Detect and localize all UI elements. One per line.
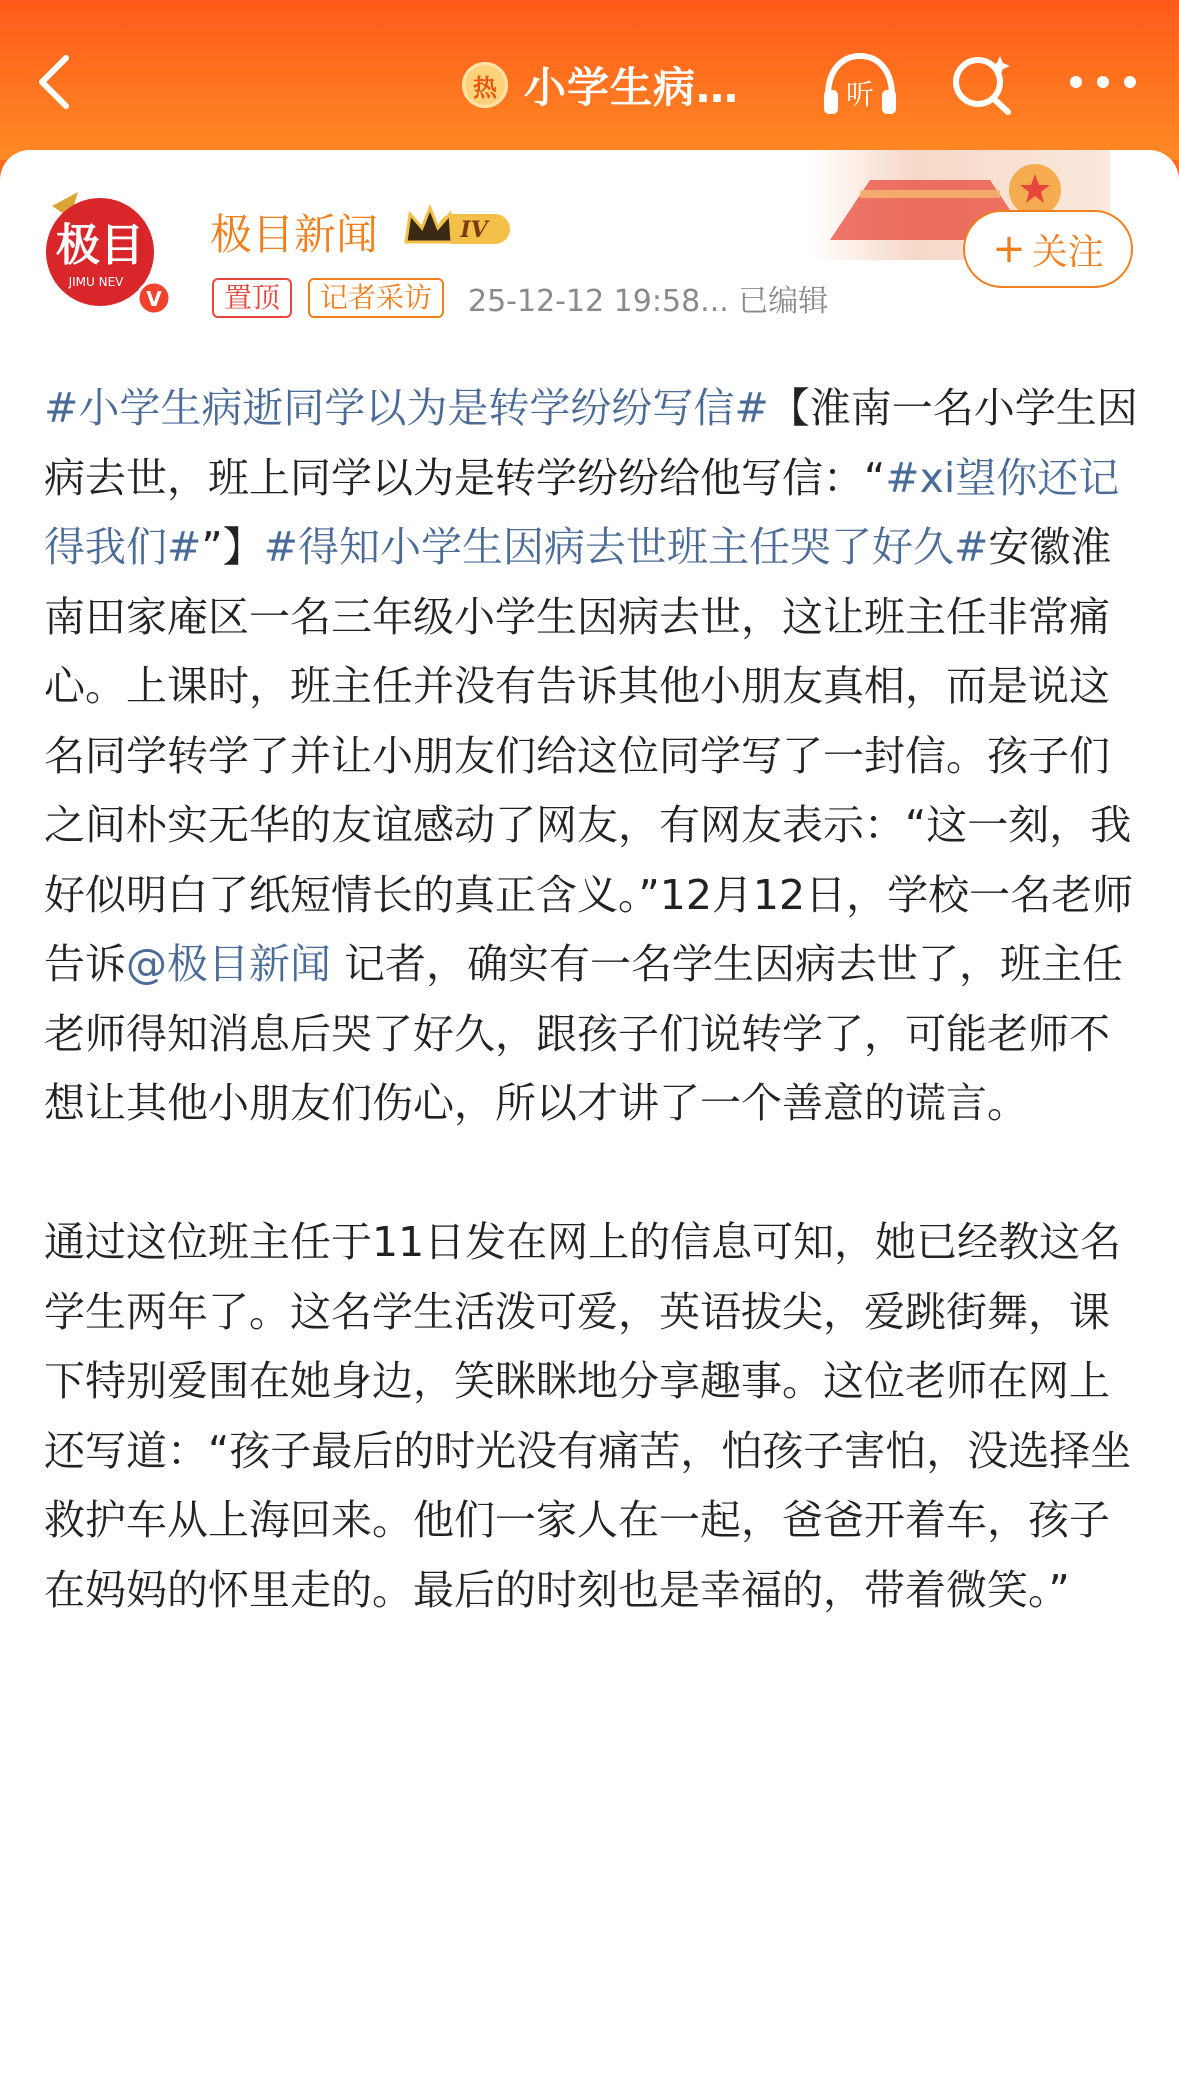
search-icon[interactable] (950, 50, 1014, 118)
plus-icon: + (992, 226, 1026, 272)
post-content (44, 374, 1144, 1625)
hot-badge: 热 (462, 62, 508, 108)
level-text: IV (460, 217, 488, 243)
header-title (462, 58, 739, 112)
listen-icon[interactable] (820, 50, 900, 120)
hashtag-link[interactable]: #xi望你还记得我们# (44, 453, 1120, 571)
back-icon[interactable] (34, 52, 74, 112)
text-segment: ”】 (201, 523, 264, 571)
listen-label: 听 (845, 78, 875, 111)
hashtag-link[interactable]: #小学生病逝同学以为是转学纷纷写信# (44, 384, 769, 432)
svg-text:V: V (146, 287, 162, 311)
text-segment: 记者，确实有一名学生因病去世了，班主任老师得知消息后哭了好久，跟孩子们说转学了，可能老师不想让其他小朋友们伤心，所以才讲了一个善意的谎言。 (44, 940, 1124, 1127)
page-title: 小学生病… (524, 63, 740, 112)
paragraph-1 (44, 374, 1144, 1139)
author-name[interactable]: 极目新闻 (210, 210, 379, 259)
text-segment: 【淮南一名小学生因病去世，班上同学以为是转学纷纷给他写信：“ (44, 384, 1138, 502)
text-segment: 安徽淮南田家庵区一名三年级小学生因病去世，这让班主任非常痛心。上课时，班主任并没有告诉其他小朋友真相，而是说这名同学转学了并让小朋友们给这位同学写了一封信。孩子们之间朴实无华的友谊感动了网友，有网友表示：“这一刻，我好似明白了纸短情长的真正含义。”12月12日，学校一名老师告诉 (44, 523, 1134, 988)
mention-link[interactable]: @极目新闻 (126, 940, 331, 988)
more-icon[interactable] (1068, 72, 1138, 92)
pinned-tag: 置顶 (212, 278, 292, 318)
avatar[interactable] (38, 178, 176, 320)
paragraph-2: 通过这位班主任于11日发在网上的信息可知，她已经教这名学生两年了。这名学生活泼可爱，英语拔尖，爱跳街舞，课下特别爱围在她身边，笑眯眯地分享趣事。这位老师在网上还写道：“孩子最后的时光没有痛苦，怕孩子害怕，没选择坐救护车从上海回来。他们一家人在一起，爸爸开着车，孩子在妈妈的怀里走的。最后的时刻也是幸福的，带着微笑。” (44, 1218, 1132, 1614)
follow-label: 关注 (1031, 231, 1104, 273)
follow-button[interactable] (963, 210, 1133, 288)
post-card (0, 150, 1179, 2073)
reporter-tag: 记者采访 (308, 278, 444, 318)
avatar-text: 极目 (56, 220, 144, 271)
avatar-sub: JIMU NEV (68, 275, 124, 289)
post-meta: 25-12-12 19:58... 已编辑 (468, 284, 829, 319)
hashtag-link[interactable]: #得知小学生因病去世班主任哭了好久# (263, 523, 989, 571)
crown-level-icon (402, 202, 514, 252)
top-bar (0, 0, 1179, 160)
